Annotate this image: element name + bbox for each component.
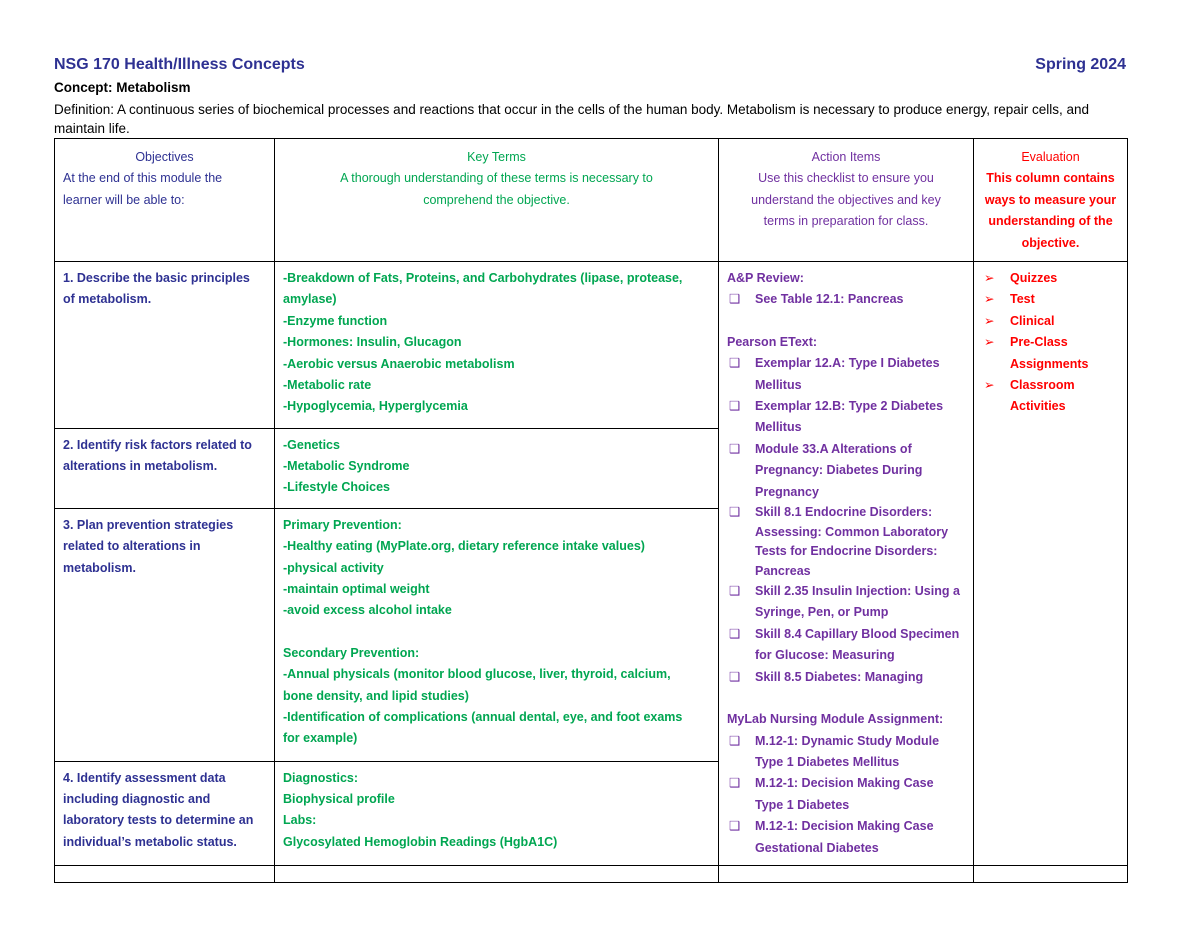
checklist-item[interactable]: ❑ Module 33.A Alterations of Pregnancy: Diabetes During Pregnancy (727, 439, 965, 503)
objectives-header (55, 139, 275, 262)
checkbox-icon[interactable]: ❑ (729, 292, 741, 307)
evaluation-title: Evaluation (1021, 150, 1080, 164)
arrow-icon: ➢ (984, 378, 995, 393)
checkbox-icon[interactable]: ❑ (729, 819, 741, 834)
table-row (55, 262, 1128, 429)
key-term-line: -avoid excess alcohol intake (283, 603, 452, 618)
evaluation-header (974, 139, 1128, 262)
checklist-item[interactable]: ❑ Exemplar 12.A: Type I Diabetes Mellitus (727, 353, 965, 396)
key-term-line: -Aerobic versus Anaerobic metabolism (283, 356, 515, 371)
checkbox-icon[interactable]: ❑ (729, 733, 741, 748)
action-items-header (719, 139, 974, 262)
key-terms-title: Key Terms (467, 150, 526, 164)
checklist-item[interactable]: ❑ Skill 8.4 Capillary Blood Specimen for Glucose: Measuring (727, 624, 965, 667)
objective-line: 1. Describe the basic principles (63, 271, 250, 285)
objective-cell (55, 428, 275, 508)
checklist-item[interactable]: ❑ M.12-1: Dynamic Study Module Type 1 Diabetes Mellitus (727, 731, 965, 774)
key-term-line: Primary Prevention: (283, 517, 402, 532)
action-items-cell (719, 262, 974, 866)
objective-line: of metabolism. (63, 292, 152, 307)
objectives-title: Objectives (135, 150, 194, 164)
checkbox-icon[interactable]: ❑ (729, 399, 741, 414)
key-term-line: bone density, and lipid studies) (283, 688, 469, 703)
spacer-cell (275, 865, 719, 882)
key-term-line: -Identification of complications (annual dental, eye, and foot exams (283, 710, 683, 725)
arrow-icon: ➢ (984, 271, 995, 285)
checklist-item[interactable]: ❑ Skill 8.1 Endocrine Disorders: Assessing: Common Laboratory Tests for Endocrine Disorders: Pancreas (729, 505, 949, 578)
key-terms-subtitle-1: A thorough understanding of these terms is necessary to (340, 171, 653, 186)
evaluation-subtitle-4: objective. (1021, 235, 1080, 250)
key-terms-cell (275, 428, 719, 508)
checklist-item[interactable]: ❑ M.12-1: Decision Making Case Type 1 Diabetes (727, 773, 965, 816)
key-term-line: Biophysical profile (283, 791, 395, 806)
key-terms-cell (275, 262, 719, 429)
action-items-subtitle-2: understand the objectives and key (751, 192, 941, 207)
checkbox-icon[interactable]: ❑ (729, 505, 741, 520)
checkbox-icon[interactable]: ❑ (729, 626, 741, 641)
objective-cell (55, 262, 275, 429)
evaluation-cell (974, 262, 1128, 866)
concept-table (54, 138, 1128, 883)
table-footer-row (55, 865, 1128, 882)
action-items-subtitle-3: terms in preparation for class. (763, 214, 929, 229)
key-term-line: -Enzyme function (283, 313, 388, 328)
key-term-line: -Genetics (283, 437, 340, 452)
objective-line: 4. Identify assessment data (63, 770, 226, 785)
spacer-cell (719, 865, 974, 882)
checklist-label: See Table 12.1: Pancreas (755, 292, 904, 307)
mylab-heading: MyLab Nursing Module Assignment: (727, 712, 944, 727)
pearson-heading: Pearson EText: (727, 334, 818, 349)
checkbox-icon[interactable]: ❑ (729, 776, 741, 791)
objective-line: laboratory tests to determine an (63, 813, 254, 828)
objective-line: related to alterations in (63, 539, 201, 554)
objectives-subtitle-2: learner will be able to: (63, 192, 185, 207)
checkbox-icon[interactable]: ❑ (729, 584, 741, 599)
checklist-item[interactable]: ❑ Exemplar 12.B: Type 2 Diabetes Mellitus (727, 396, 965, 439)
objective-cell (55, 761, 275, 865)
checkbox-icon[interactable]: ❑ (729, 356, 741, 371)
checklist-item[interactable]: ❑ Skill 2.35 Insulin Injection: Using a Syringe, Pen, or Pump (727, 581, 965, 624)
checklist-item[interactable]: ❑ Skill 8.5 Diabetes: Managing (727, 667, 965, 688)
checkbox-icon[interactable]: ❑ (729, 441, 741, 456)
key-term-line: -Metabolic Syndrome (283, 458, 410, 473)
concept-label: Concept: Metabolism (54, 80, 191, 95)
key-term-line: -maintain optimal weight (283, 582, 430, 596)
term: Spring 2024 (1035, 56, 1126, 73)
checkbox-icon[interactable]: ❑ (729, 669, 741, 684)
action-items-subtitle-1: Use this checklist to ensure you (758, 171, 934, 186)
objectives-subtitle-1: At the end of this module the (63, 171, 223, 186)
evaluation-item: ➢ Test (982, 289, 1119, 310)
evaluation-subtitle-2: ways to measure your (984, 192, 1117, 207)
key-term-line: -Metabolic rate (283, 378, 372, 393)
evaluation-subtitle-1: This column contains (986, 171, 1115, 186)
evaluation-subtitle-3: understanding of the (988, 214, 1113, 229)
evaluation-item: ➢ Quizzes (982, 268, 1119, 289)
objective-line: alterations in metabolism. (63, 458, 218, 473)
evaluation-item: ➢ Clinical (982, 311, 1119, 332)
key-term-line: -Breakdown of Fats, Proteins, and Carbohydrates (lipase, protease, (283, 271, 683, 285)
objective-line: individual’s metabolic status. (63, 834, 237, 849)
objective-line: metabolism. (63, 560, 136, 575)
key-term-line: Glycosylated Hemoglobin Readings (HgbA1C) (283, 834, 558, 849)
checklist-item[interactable]: ❑ M.12-1: Decision Making Case Gestational Diabetes (727, 816, 965, 859)
key-term-line: -Lifestyle Choices (283, 480, 390, 495)
key-terms-header (275, 139, 719, 262)
key-terms-subtitle-2: comprehend the objective. (423, 192, 570, 207)
ap-review-heading: A&P Review: (727, 271, 804, 285)
key-terms-cell (275, 761, 719, 865)
key-term-line: -Healthy eating (MyPlate.org, dietary reference intake values) (283, 539, 645, 554)
key-terms-cell (275, 508, 719, 761)
key-term-line: -Hypoglycemia, Hyperglycemia (283, 399, 468, 414)
spacer-cell (974, 865, 1128, 882)
key-term-line: -physical activity (283, 560, 384, 575)
objective-line: 3. Plan prevention strategies (63, 517, 234, 532)
evaluation-item: ➢ Classroom Activities (982, 375, 1119, 418)
key-term-line: Diagnostics: (283, 770, 359, 785)
key-term-line: amylase) (283, 292, 337, 307)
arrow-icon: ➢ (984, 292, 995, 307)
objective-line: 2. Identify risk factors related to (63, 437, 252, 452)
evaluation-item: ➢ Pre-Class Assignments (982, 332, 1119, 375)
checklist-item[interactable] (727, 289, 965, 310)
key-term-line: -Annual physicals (monitor blood glucose, liver, thyroid, calcium, (283, 667, 671, 682)
course-title (54, 56, 1126, 74)
arrow-icon: ➢ (984, 335, 995, 350)
key-term-line: -Hormones: Insulin, Glucagon (283, 335, 462, 350)
key-term-line: Labs: (283, 813, 317, 828)
course-name: NSG 170 Health/Illness Concepts (54, 56, 305, 73)
definition-text: Definition: A continuous series of biochemical processes and reactions that occur in the cells of the human body. Metabolism is necessary to produce energy, repair cells, and maintain life. (54, 102, 1090, 136)
key-term-line: for example) (283, 731, 358, 746)
action-items-title: Action Items (811, 150, 881, 164)
arrow-icon: ➢ (984, 313, 995, 328)
key-term-line: Secondary Prevention: (283, 645, 420, 660)
table-header-row (55, 139, 1128, 262)
objective-line: including diagnostic and (63, 791, 211, 806)
objective-cell (55, 508, 275, 761)
spacer-cell (55, 865, 275, 882)
